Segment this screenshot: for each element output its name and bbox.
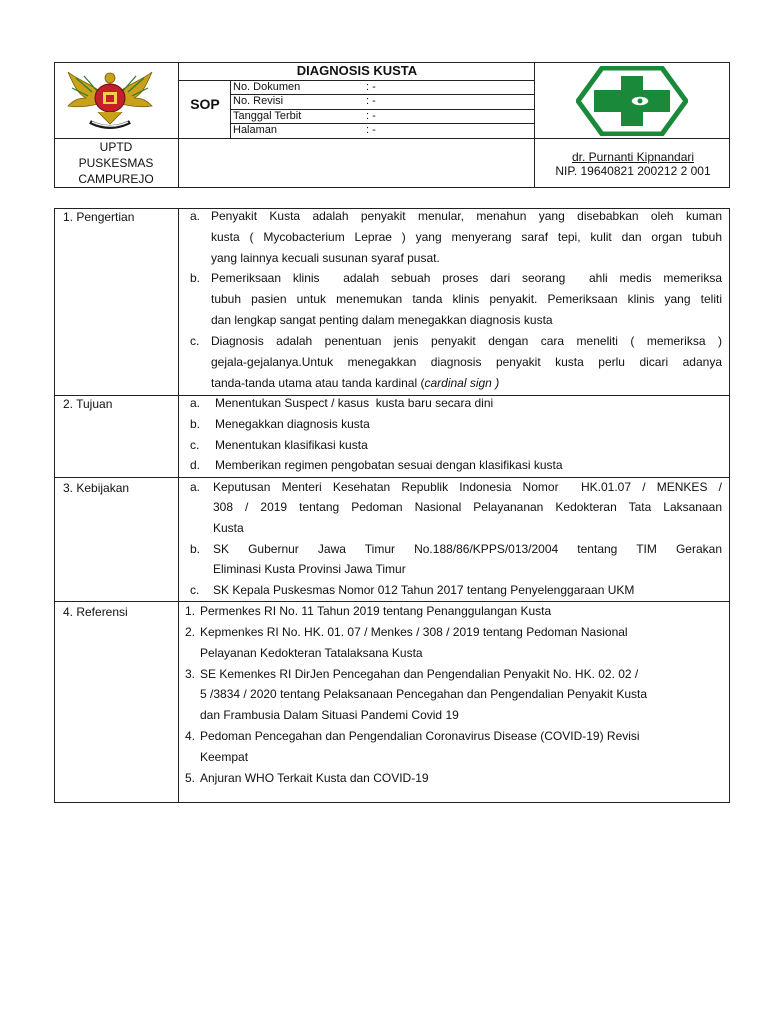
header-divider (178, 80, 534, 81)
text-line: Penyakit Kusta adalah penyakit menular, menahun yang disebabkan oleh kuman (211, 209, 722, 223)
text-line: Kepmenkes RI No. HK. 01. 07 / Menkes / 308 / 2019 tentang Pedoman Nasional (200, 625, 628, 639)
section-label-referensi: 4. Referensi (63, 605, 128, 619)
text-line: SK Kepala Puskesmas Nomor 012 Tahun 2017 tentang Penyelenggaraan UKM (213, 583, 635, 597)
text-line: yang lainnya kecuali susunan syaraf pusat. (211, 251, 440, 265)
item-marker: 1. (185, 604, 196, 618)
meta-value: : - (366, 95, 376, 107)
meta-label: Tanggal Terbit (233, 110, 302, 122)
meta-value: : - (366, 110, 376, 122)
item-marker: b. (190, 271, 201, 285)
text-line: 308 / 2019 tentang Pedoman Nasional Pelayananan Kedokteran Tata Laksanaan (213, 500, 722, 514)
unit-name (54, 139, 178, 187)
item-marker: 3. (185, 667, 196, 681)
text-line: SK Gubernur Jawa Timur No.188/86/KPPS/013/2004 tentang TIM Gerakan (213, 542, 722, 556)
regional-emblem-logo (62, 64, 158, 136)
meta-value: : - (366, 124, 376, 136)
text-line (211, 373, 499, 394)
sop-label: SOP (190, 96, 220, 112)
text-line: Kusta (213, 521, 244, 535)
signatory-name: dr. Purnanti Kipnandari (571, 150, 695, 164)
item-marker: 2. (185, 625, 196, 639)
item-marker: a. (190, 480, 201, 494)
item-marker: c. (190, 583, 200, 597)
text-line: Keputusan Menteri Kesehatan Republik Indonesia Nomor HK.01.07 / MENKES / (213, 480, 722, 494)
meta-value: : - (366, 81, 376, 93)
text-line: Eliminasi Kusta Provinsi Jawa Timur (213, 562, 406, 576)
item-marker: b. (190, 417, 201, 431)
signatory (536, 150, 730, 178)
text-line: Pedoman Pencegahan dan Pengendalian Coronavirus Disease (COVID-19) Revisi (200, 729, 640, 743)
section-label-pengertian: 1. Pengertian (63, 210, 135, 224)
text-line: Memberikan regimen pengobatan sesuai dengan klasifikasi kusta (215, 458, 563, 472)
italic-term: cardinal sign ) (424, 376, 500, 390)
item-marker: c. (190, 438, 200, 452)
signatory-nip: NIP. 19640821 200212 2 001 (555, 164, 711, 178)
text-line: Keempat (200, 750, 249, 764)
item-marker: b. (190, 542, 201, 556)
text-line: kusta ( Mycobacterium Leprae ) yang menyerang saraf tepi, kulit dan organ tubuh (211, 230, 722, 244)
unit-line: UPTD (99, 140, 133, 154)
text-line: dan lengkap sangat penting dalam menegakkan diagnosis kusta (211, 313, 553, 327)
table-divider (178, 208, 179, 803)
meta-label: No. Revisi (233, 95, 284, 107)
text-line: dan Frambusia Dalam Situasi Pandemi Covid 19 (200, 708, 459, 722)
text-line: Menentukan klasifikasi kusta (215, 438, 368, 452)
section-label-kebijakan: 3. Kebijakan (63, 481, 130, 495)
item-marker: c. (190, 334, 200, 348)
text-line: 5 /3834 / 2020 tentang Pelaksanaan Pencegahan dan Pengendalian Penyakit Kusta (200, 687, 648, 701)
meta-label: No. Dokumen (233, 81, 301, 93)
meta-label: Halaman (233, 124, 278, 136)
text-line: SE Kemenkes RI DirJen Pencegahan dan Pengendalian Penyakit No. HK. 02. 02 / (200, 667, 639, 681)
text-line: Permenkes RI No. 11 Tahun 2019 tentang Penanggulangan Kusta (200, 604, 552, 618)
text-line: Diagnosis adalah penentuan jenis penyakit dengan cara meneliti ( memeriksa ) (211, 334, 722, 348)
item-marker: a. (190, 209, 201, 223)
item-marker: a. (190, 396, 201, 410)
document-title: DIAGNOSIS KUSTA (296, 63, 418, 78)
text-line: tubuh pasien untuk menemukan tanda klinis penyakit. Pemeriksaan klinis yang teliti (211, 292, 722, 306)
puskesmas-logo (576, 66, 688, 136)
item-marker: d. (190, 458, 201, 472)
text-line: gejala-gejalanya.Untuk menegakkan diagnosis penyakit kusta perlu dicari adanya (211, 355, 722, 369)
text-run: tanda-tanda utama atau tanda kardinal ( (211, 376, 425, 390)
section-label-tujuan: 2. Tujuan (63, 397, 113, 411)
unit-line: CAMPUREJO (78, 172, 154, 186)
text-line: Menegakkan diagnosis kusta (215, 417, 370, 431)
item-marker: 5. (185, 771, 196, 785)
text-line: Pelayanan Kedokteran Tatalaksana Kusta (200, 646, 423, 660)
unit-line: PUSKESMAS (78, 156, 154, 170)
text-line: Pemeriksaan klinis adalah sebuah proses dari seorang ahli medis memeriksa (211, 271, 722, 285)
header-divider (534, 62, 535, 188)
item-marker: 4. (185, 729, 196, 743)
text-line: Anjuran WHO Terkait Kusta dan COVID-19 (200, 771, 429, 785)
text-line: Menentukan Suspect / kasus kusta baru secara dini (215, 396, 494, 410)
